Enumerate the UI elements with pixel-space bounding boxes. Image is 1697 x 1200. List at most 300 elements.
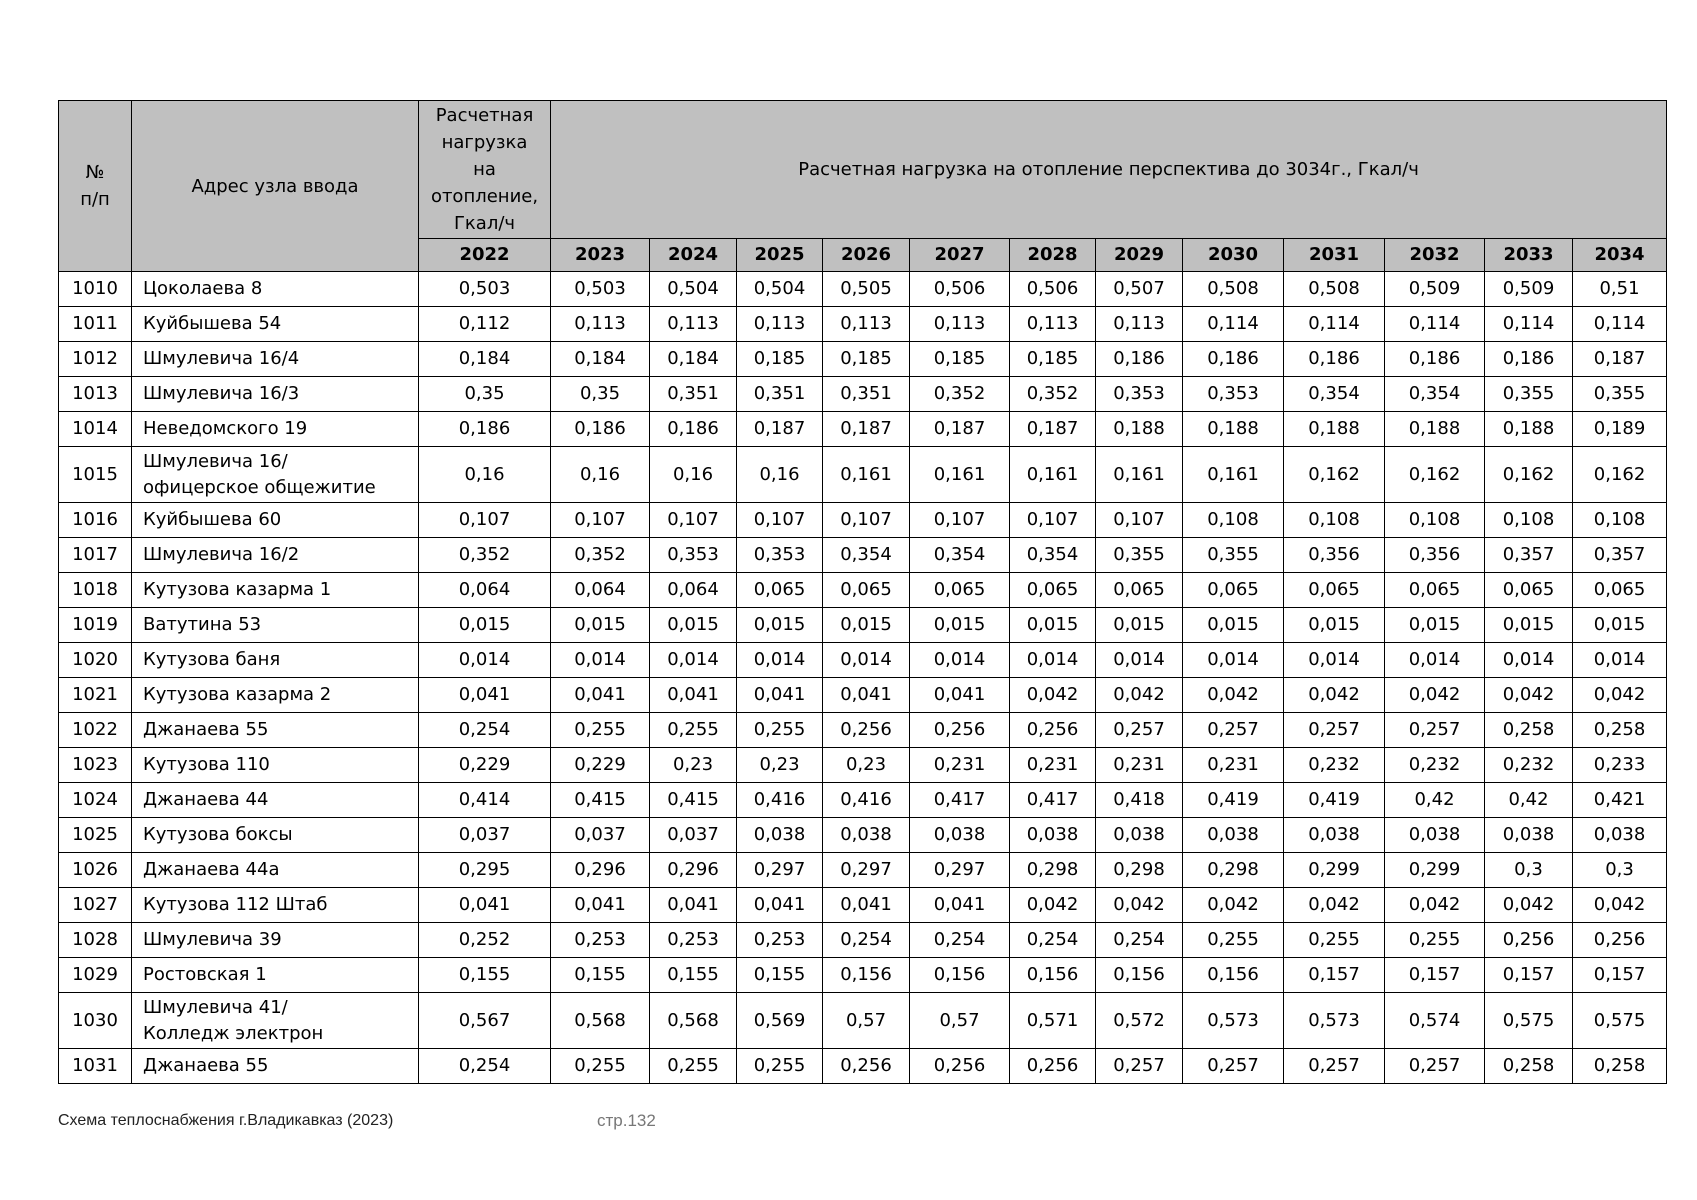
row-load-value: 0,161	[1010, 447, 1096, 503]
row-load-value: 0,575	[1485, 993, 1573, 1049]
row-address: Джанаева 55	[132, 1049, 419, 1084]
row-address: Кутузова боксы	[132, 818, 419, 853]
row-load-value: 0,186	[1096, 342, 1183, 377]
row-load-value: 0,354	[910, 538, 1010, 573]
row-load-value: 0,232	[1284, 748, 1385, 783]
row-load-value: 0,568	[650, 993, 737, 1049]
row-load-value: 0,575	[1573, 993, 1667, 1049]
row-load-value: 0,42	[1385, 783, 1485, 818]
table-body	[59, 272, 1667, 1084]
row-load-value: 0,257	[1385, 1049, 1485, 1084]
row-load-value: 0,038	[1284, 818, 1385, 853]
table-row	[59, 678, 1667, 713]
row-load-value: 0,573	[1284, 993, 1385, 1049]
row-address: Шмулевича 16/3	[132, 377, 419, 412]
row-load-value: 0,108	[1183, 503, 1284, 538]
row-number: 1027	[59, 888, 132, 923]
row-load-value: 0,162	[1385, 447, 1485, 503]
row-load-value: 0,298	[1096, 853, 1183, 888]
row-load-value: 0,231	[910, 748, 1010, 783]
row-address: Шмулевича 39	[132, 923, 419, 958]
row-number: 1015	[59, 447, 132, 503]
row-load-value: 0,042	[1573, 678, 1667, 713]
row-load-value: 0,107	[551, 503, 650, 538]
row-load-value: 0,014	[551, 643, 650, 678]
row-load-value: 0,156	[910, 958, 1010, 993]
header-year: 2031	[1284, 239, 1385, 272]
row-load-value: 0,255	[650, 713, 737, 748]
row-load-value: 0,042	[1183, 888, 1284, 923]
row-load-value: 0,015	[1183, 608, 1284, 643]
row-load-value: 0,255	[737, 1049, 823, 1084]
row-load-value: 0,354	[1010, 538, 1096, 573]
header-year: 2032	[1385, 239, 1485, 272]
row-load-value: 0,157	[1485, 958, 1573, 993]
row-load-value: 0,065	[1485, 573, 1573, 608]
row-load-value: 0,354	[1385, 377, 1485, 412]
row-load-value: 0,038	[823, 818, 910, 853]
row-load-value: 0,155	[650, 958, 737, 993]
row-address: Кутузова 112 Штаб	[132, 888, 419, 923]
row-load-value: 0,015	[1573, 608, 1667, 643]
row-load-value: 0,042	[1096, 888, 1183, 923]
header-year: 2025	[737, 239, 823, 272]
row-load-value: 0,253	[650, 923, 737, 958]
row-load-value: 0,257	[1096, 1049, 1183, 1084]
table-row	[59, 853, 1667, 888]
row-load-value: 0,108	[1573, 503, 1667, 538]
table-row	[59, 783, 1667, 818]
row-load-value: 0,23	[823, 748, 910, 783]
row-load-value: 0,355	[1573, 377, 1667, 412]
row-load-value: 0,114	[1485, 307, 1573, 342]
row-load-value: 0,155	[737, 958, 823, 993]
row-load-value: 0,014	[910, 643, 1010, 678]
row-load-value: 0,041	[419, 678, 551, 713]
row-number: 1020	[59, 643, 132, 678]
row-load-value: 0,038	[1573, 818, 1667, 853]
row-number: 1014	[59, 412, 132, 447]
row-load-value: 0,155	[419, 958, 551, 993]
row-load-value: 0,042	[1010, 678, 1096, 713]
row-load-value: 0,065	[910, 573, 1010, 608]
row-load-value: 0,015	[1010, 608, 1096, 643]
row-number: 1026	[59, 853, 132, 888]
row-load-value: 0,569	[737, 993, 823, 1049]
row-load-value: 0,161	[910, 447, 1010, 503]
table-header	[59, 101, 1667, 272]
row-load-value: 0,253	[737, 923, 823, 958]
row-load-value: 0,256	[823, 713, 910, 748]
row-address: Ростовская 1	[132, 958, 419, 993]
row-address: Кутузова баня	[132, 643, 419, 678]
table-row	[59, 993, 1667, 1049]
row-load-value: 0,037	[551, 818, 650, 853]
row-load-value: 0,108	[1284, 503, 1385, 538]
row-number: 1017	[59, 538, 132, 573]
row-load-value: 0,014	[650, 643, 737, 678]
row-load-value: 0,185	[1010, 342, 1096, 377]
row-load-value: 0,256	[910, 1049, 1010, 1084]
header-year: 2027	[910, 239, 1010, 272]
row-load-value: 0,254	[823, 923, 910, 958]
row-load-value: 0,16	[737, 447, 823, 503]
row-load-value: 0,258	[1573, 713, 1667, 748]
row-load-value: 0,298	[1183, 853, 1284, 888]
row-number: 1028	[59, 923, 132, 958]
row-load-value: 0,504	[737, 272, 823, 307]
row-number: 1023	[59, 748, 132, 783]
row-load-value: 0,042	[1010, 888, 1096, 923]
row-load-value: 0,256	[823, 1049, 910, 1084]
row-load-value: 0,186	[1183, 342, 1284, 377]
row-load-value: 0,156	[1096, 958, 1183, 993]
row-load-value: 0,256	[1010, 713, 1096, 748]
row-load-value: 0,356	[1385, 538, 1485, 573]
row-load-value: 0,503	[551, 272, 650, 307]
row-load-value: 0,297	[823, 853, 910, 888]
row-load-value: 0,114	[1183, 307, 1284, 342]
table-row	[59, 643, 1667, 678]
row-address: Шмулевича 16/2	[132, 538, 419, 573]
row-load-value: 0,065	[1573, 573, 1667, 608]
row-load-value: 0,257	[1284, 1049, 1385, 1084]
row-load-value: 0,252	[419, 923, 551, 958]
row-load-value: 0,113	[737, 307, 823, 342]
row-load-value: 0,185	[910, 342, 1010, 377]
header-year: 2024	[650, 239, 737, 272]
row-number: 1010	[59, 272, 132, 307]
row-load-value: 0,258	[1573, 1049, 1667, 1084]
row-load-value: 0,256	[1010, 1049, 1096, 1084]
row-load-value: 0,015	[650, 608, 737, 643]
row-load-value: 0,038	[1183, 818, 1284, 853]
table-row	[59, 503, 1667, 538]
row-load-value: 0,184	[551, 342, 650, 377]
table-row	[59, 608, 1667, 643]
row-load-value: 0,257	[1183, 1049, 1284, 1084]
row-load-value: 0,295	[419, 853, 551, 888]
row-load-value: 0,014	[1096, 643, 1183, 678]
row-number: 1025	[59, 818, 132, 853]
row-load-value: 0,188	[1183, 412, 1284, 447]
row-load-value: 0,421	[1573, 783, 1667, 818]
row-load-value: 0,064	[551, 573, 650, 608]
row-load-value: 0,418	[1096, 783, 1183, 818]
row-load-value: 0,416	[823, 783, 910, 818]
row-load-value: 0,185	[737, 342, 823, 377]
row-load-value: 0,156	[1010, 958, 1096, 993]
row-load-value: 0,038	[1385, 818, 1485, 853]
row-load-value: 0,357	[1573, 538, 1667, 573]
table-row	[59, 573, 1667, 608]
row-load-value: 0,015	[1096, 608, 1183, 643]
row-load-value: 0,065	[737, 573, 823, 608]
row-load-value: 0,015	[1385, 608, 1485, 643]
row-load-value: 0,162	[1284, 447, 1385, 503]
row-load-value: 0,064	[650, 573, 737, 608]
row-load-value: 0,041	[419, 888, 551, 923]
row-load-value: 0,257	[1284, 713, 1385, 748]
row-load-value: 0,014	[737, 643, 823, 678]
row-load-value: 0,42	[1485, 783, 1573, 818]
row-load-value: 0,107	[910, 503, 1010, 538]
table-row	[59, 447, 1667, 503]
row-address: Кутузова 110	[132, 748, 419, 783]
row-load-value: 0,113	[551, 307, 650, 342]
row-load-value: 0,041	[910, 678, 1010, 713]
row-load-value: 0,107	[419, 503, 551, 538]
row-load-value: 0,042	[1183, 678, 1284, 713]
row-load-value: 0,229	[551, 748, 650, 783]
row-load-value: 0,3	[1485, 853, 1573, 888]
row-load-value: 0,255	[737, 713, 823, 748]
row-load-value: 0,042	[1485, 888, 1573, 923]
row-load-value: 0,065	[1010, 573, 1096, 608]
row-number: 1013	[59, 377, 132, 412]
row-load-value: 0,042	[1284, 678, 1385, 713]
row-load-value: 0,186	[1485, 342, 1573, 377]
row-load-value: 0,184	[650, 342, 737, 377]
row-load-value: 0,038	[737, 818, 823, 853]
row-load-value: 0,299	[1284, 853, 1385, 888]
row-load-value: 0,041	[551, 888, 650, 923]
row-load-value: 0,162	[1573, 447, 1667, 503]
row-load-value: 0,35	[551, 377, 650, 412]
row-load-value: 0,188	[1096, 412, 1183, 447]
row-address: Неведомского 19	[132, 412, 419, 447]
row-address: Джанаева 55	[132, 713, 419, 748]
row-load-value: 0,23	[650, 748, 737, 783]
row-load-value: 0,038	[1485, 818, 1573, 853]
row-load-value: 0,573	[1183, 993, 1284, 1049]
header-address: Адрес узла ввода	[132, 101, 419, 272]
row-load-value: 0,233	[1573, 748, 1667, 783]
header-year: 2034	[1573, 239, 1667, 272]
row-load-value: 0,508	[1284, 272, 1385, 307]
row-load-value: 0,114	[1385, 307, 1485, 342]
row-load-value: 0,505	[823, 272, 910, 307]
row-load-value: 0,042	[1485, 678, 1573, 713]
row-load-value: 0,065	[1284, 573, 1385, 608]
row-load-value: 0,257	[1183, 713, 1284, 748]
row-load-value: 0,157	[1284, 958, 1385, 993]
row-load-value: 0,297	[910, 853, 1010, 888]
row-load-value: 0,107	[650, 503, 737, 538]
row-load-value: 0,257	[1096, 713, 1183, 748]
row-load-value: 0,507	[1096, 272, 1183, 307]
row-load-value: 0,188	[1485, 412, 1573, 447]
row-load-value: 0,162	[1485, 447, 1573, 503]
row-load-value: 0,114	[1284, 307, 1385, 342]
header-year: 2023	[551, 239, 650, 272]
row-load-value: 0,037	[419, 818, 551, 853]
row-load-value: 0,419	[1183, 783, 1284, 818]
row-load-value: 0,113	[910, 307, 1010, 342]
row-load-value: 0,35	[419, 377, 551, 412]
row-address: Шмулевича 41/ Колледж электрон	[132, 993, 419, 1049]
row-load-value: 0,354	[823, 538, 910, 573]
row-load-value: 0,041	[650, 678, 737, 713]
table-row	[59, 748, 1667, 783]
row-address: Ватутина 53	[132, 608, 419, 643]
row-load-value: 0,186	[551, 412, 650, 447]
row-load-value: 0,186	[650, 412, 737, 447]
row-load-value: 0,187	[737, 412, 823, 447]
row-number: 1011	[59, 307, 132, 342]
row-load-value: 0,255	[551, 1049, 650, 1084]
table-row	[59, 1049, 1667, 1084]
row-load-value: 0,506	[1010, 272, 1096, 307]
row-load-value: 0,506	[910, 272, 1010, 307]
row-load-value: 0,255	[1183, 923, 1284, 958]
row-load-value: 0,161	[1183, 447, 1284, 503]
footer-document-title: Схема теплоснабжения г.Владикавказ (2023)	[58, 1112, 394, 1129]
row-number: 1018	[59, 573, 132, 608]
row-load-value: 0,419	[1284, 783, 1385, 818]
row-load-value: 0,298	[1010, 853, 1096, 888]
row-address: Кутузова казарма 1	[132, 573, 419, 608]
row-load-value: 0,113	[1096, 307, 1183, 342]
header-base-load: Расчетная нагрузка на отопление, Гкал/ч	[419, 101, 551, 239]
row-load-value: 0,231	[1096, 748, 1183, 783]
row-load-value: 0,255	[1284, 923, 1385, 958]
row-load-value: 0,572	[1096, 993, 1183, 1049]
row-load-value: 0,57	[823, 993, 910, 1049]
row-load-value: 0,231	[1183, 748, 1284, 783]
row-number: 1030	[59, 993, 132, 1049]
row-load-value: 0,253	[551, 923, 650, 958]
row-load-value: 0,254	[1010, 923, 1096, 958]
header-base-year: 2022	[419, 239, 551, 272]
row-load-value: 0,038	[910, 818, 1010, 853]
row-load-value: 0,041	[551, 678, 650, 713]
row-load-value: 0,107	[1010, 503, 1096, 538]
row-load-value: 0,16	[419, 447, 551, 503]
row-load-value: 0,415	[551, 783, 650, 818]
row-load-value: 0,042	[1385, 678, 1485, 713]
row-load-value: 0,064	[419, 573, 551, 608]
row-load-value: 0,357	[1485, 538, 1573, 573]
row-address: Цоколаева 8	[132, 272, 419, 307]
row-load-value: 0,352	[1010, 377, 1096, 412]
row-load-value: 0,113	[650, 307, 737, 342]
row-load-value: 0,107	[823, 503, 910, 538]
row-number: 1024	[59, 783, 132, 818]
row-load-value: 0,567	[419, 993, 551, 1049]
row-address: Джанаева 44	[132, 783, 419, 818]
row-load-value: 0,232	[1485, 748, 1573, 783]
row-load-value: 0,015	[910, 608, 1010, 643]
header-year: 2029	[1096, 239, 1183, 272]
row-load-value: 0,254	[910, 923, 1010, 958]
row-load-value: 0,157	[1573, 958, 1667, 993]
row-load-value: 0,156	[1183, 958, 1284, 993]
table-row	[59, 307, 1667, 342]
row-load-value: 0,041	[910, 888, 1010, 923]
row-load-value: 0,042	[1385, 888, 1485, 923]
row-number: 1019	[59, 608, 132, 643]
row-load-value: 0,296	[551, 853, 650, 888]
row-load-value: 0,232	[1385, 748, 1485, 783]
row-load-value: 0,353	[1183, 377, 1284, 412]
row-load-value: 0,571	[1010, 993, 1096, 1049]
row-load-value: 0,568	[551, 993, 650, 1049]
row-load-value: 0,065	[1183, 573, 1284, 608]
row-load-value: 0,414	[419, 783, 551, 818]
row-load-value: 0,503	[419, 272, 551, 307]
row-load-value: 0,355	[1485, 377, 1573, 412]
row-load-value: 0,161	[823, 447, 910, 503]
row-address: Шмулевича 16/ офицерское общежитие	[132, 447, 419, 503]
row-load-value: 0,015	[823, 608, 910, 643]
row-load-value: 0,187	[1573, 342, 1667, 377]
row-load-value: 0,042	[1573, 888, 1667, 923]
row-load-value: 0,352	[419, 538, 551, 573]
row-load-value: 0,297	[737, 853, 823, 888]
row-load-value: 0,041	[650, 888, 737, 923]
row-load-value: 0,113	[1010, 307, 1096, 342]
row-load-value: 0,355	[1183, 538, 1284, 573]
row-load-value: 0,299	[1385, 853, 1485, 888]
row-load-value: 0,015	[737, 608, 823, 643]
row-address: Шмулевича 16/4	[132, 342, 419, 377]
row-load-value: 0,107	[737, 503, 823, 538]
row-load-value: 0,352	[551, 538, 650, 573]
row-load-value: 0,258	[1485, 713, 1573, 748]
row-load-value: 0,112	[419, 307, 551, 342]
row-load-value: 0,037	[650, 818, 737, 853]
header-year: 2028	[1010, 239, 1096, 272]
row-load-value: 0,356	[1284, 538, 1385, 573]
row-load-value: 0,256	[1573, 923, 1667, 958]
row-load-value: 0,015	[1485, 608, 1573, 643]
row-load-value: 0,574	[1385, 993, 1485, 1049]
row-load-value: 0,257	[1385, 713, 1485, 748]
row-load-value: 0,187	[1010, 412, 1096, 447]
row-address: Куйбышева 60	[132, 503, 419, 538]
header-perspective: Расчетная нагрузка на отопление перспектива до 3034г., Гкал/ч	[551, 101, 1667, 239]
row-number: 1021	[59, 678, 132, 713]
row-load-value: 0,113	[823, 307, 910, 342]
header-year: 2030	[1183, 239, 1284, 272]
row-number: 1016	[59, 503, 132, 538]
row-load-value: 0,16	[551, 447, 650, 503]
header-num: № п/п	[59, 101, 132, 272]
row-load-value: 0,296	[650, 853, 737, 888]
row-load-value: 0,258	[1485, 1049, 1573, 1084]
table-row	[59, 888, 1667, 923]
row-load-value: 0,255	[551, 713, 650, 748]
row-load-value: 0,014	[823, 643, 910, 678]
row-address: Джанаева 44а	[132, 853, 419, 888]
heat-load-table	[58, 100, 1667, 1084]
row-load-value: 0,256	[1485, 923, 1573, 958]
table-row	[59, 818, 1667, 853]
row-number: 1022	[59, 713, 132, 748]
row-load-value: 0,042	[1284, 888, 1385, 923]
row-load-value: 0,108	[1485, 503, 1573, 538]
row-load-value: 0,065	[1096, 573, 1183, 608]
row-number: 1031	[59, 1049, 132, 1084]
header-year: 2033	[1485, 239, 1573, 272]
row-number: 1029	[59, 958, 132, 993]
row-load-value: 0,255	[650, 1049, 737, 1084]
row-load-value: 0,16	[650, 447, 737, 503]
table-row	[59, 958, 1667, 993]
row-load-value: 0,354	[1284, 377, 1385, 412]
row-load-value: 0,041	[823, 888, 910, 923]
